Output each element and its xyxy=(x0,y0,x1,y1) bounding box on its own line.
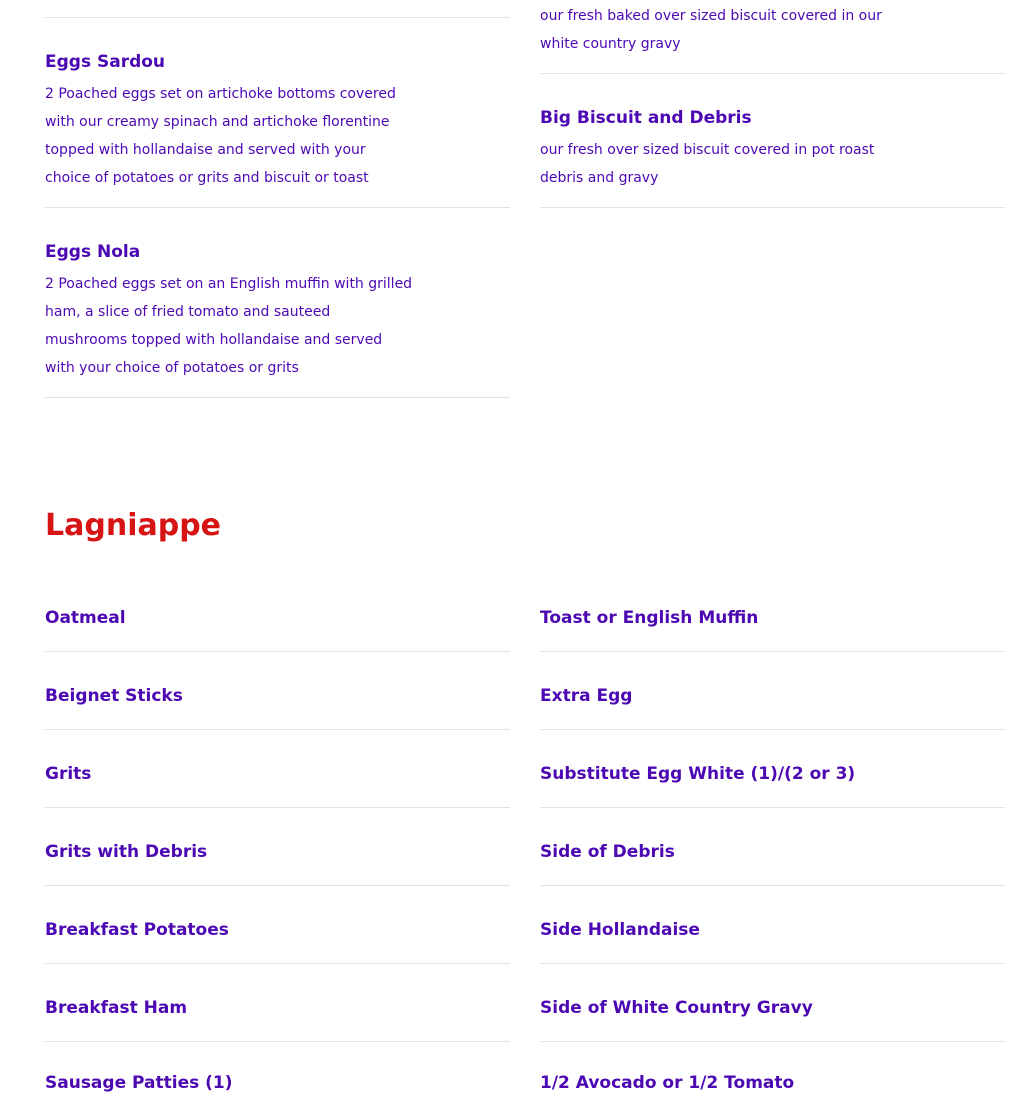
divider xyxy=(45,807,510,808)
lagniappe-item-substitute-egg-white: Substitute Egg White (1)/(2 or 3) xyxy=(540,764,856,784)
lagniappe-item-breakfast-ham: Breakfast Ham xyxy=(45,998,188,1018)
menu-item-description xyxy=(540,2,882,58)
divider xyxy=(45,207,510,208)
menu-item-description xyxy=(45,80,396,192)
description-line: choice of potatoes or grits and biscuit or toast xyxy=(45,170,369,186)
divider xyxy=(45,963,510,964)
description-line: our fresh over sized biscuit covered in pot roast xyxy=(540,142,875,158)
description-line: mushrooms topped with hollandaise and served xyxy=(45,332,383,348)
menu-item-description xyxy=(540,136,874,192)
menu-item-description xyxy=(45,270,412,382)
lagniappe-item-side-of-debris: Side of Debris xyxy=(540,842,675,862)
description-line: 2 Poached eggs set on artichoke bottoms covered xyxy=(45,86,396,102)
description-line: with our creamy spinach and artichoke florentine xyxy=(45,114,390,130)
divider xyxy=(540,729,1005,730)
description-line: our fresh baked over sized biscuit covered in our xyxy=(540,8,882,24)
divider xyxy=(540,207,1005,208)
divider xyxy=(540,885,1005,886)
menu-item-name: Eggs Sardou xyxy=(45,52,166,72)
description-line: white country gravy xyxy=(540,36,681,52)
divider xyxy=(45,1041,510,1042)
lagniappe-item-side-of-white-country-gravy: Side of White Country Gravy xyxy=(540,998,813,1018)
lagniappe-item-avocado-or-tomato: 1/2 Avocado or 1/2 Tomato xyxy=(540,1073,795,1093)
lagniappe-item-toast-or-english-muffin: Toast or English Muffin xyxy=(540,608,759,628)
menu-item-name: Big Biscuit and Debris xyxy=(540,108,752,128)
divider xyxy=(540,807,1005,808)
lagniappe-item-extra-egg: Extra Egg xyxy=(540,686,633,706)
divider xyxy=(540,963,1005,964)
divider xyxy=(45,397,510,398)
lagniappe-item-breakfast-potatoes: Breakfast Potatoes xyxy=(45,920,229,940)
lagniappe-item-side-hollandaise: Side Hollandaise xyxy=(540,920,700,940)
menu-item-name: Eggs Nola xyxy=(45,242,141,262)
description-line: 2 Poached eggs set on an English muffin with grilled xyxy=(45,276,413,292)
lagniappe-item-sausage-patties: Sausage Patties (1) xyxy=(45,1073,233,1093)
divider xyxy=(45,651,510,652)
lagniappe-item-oatmeal: Oatmeal xyxy=(45,608,126,628)
divider xyxy=(540,651,1005,652)
description-line: ham, a slice of fried tomato and sauteed xyxy=(45,304,331,320)
divider xyxy=(45,885,510,886)
lagniappe-item-grits-with-debris: Grits with Debris xyxy=(45,842,208,862)
description-line: topped with hollandaise and served with your xyxy=(45,142,366,158)
lagniappe-item-grits: Grits xyxy=(45,764,92,784)
lagniappe-item-beignet-sticks: Beignet Sticks xyxy=(45,686,183,706)
description-line: debris and gravy xyxy=(540,170,659,186)
divider xyxy=(45,729,510,730)
description-line: with your choice of potatoes or grits xyxy=(45,360,299,376)
divider xyxy=(45,17,510,18)
section-title-lagniappe: Lagniappe xyxy=(45,508,222,543)
divider xyxy=(540,1041,1005,1042)
divider xyxy=(540,73,1005,74)
